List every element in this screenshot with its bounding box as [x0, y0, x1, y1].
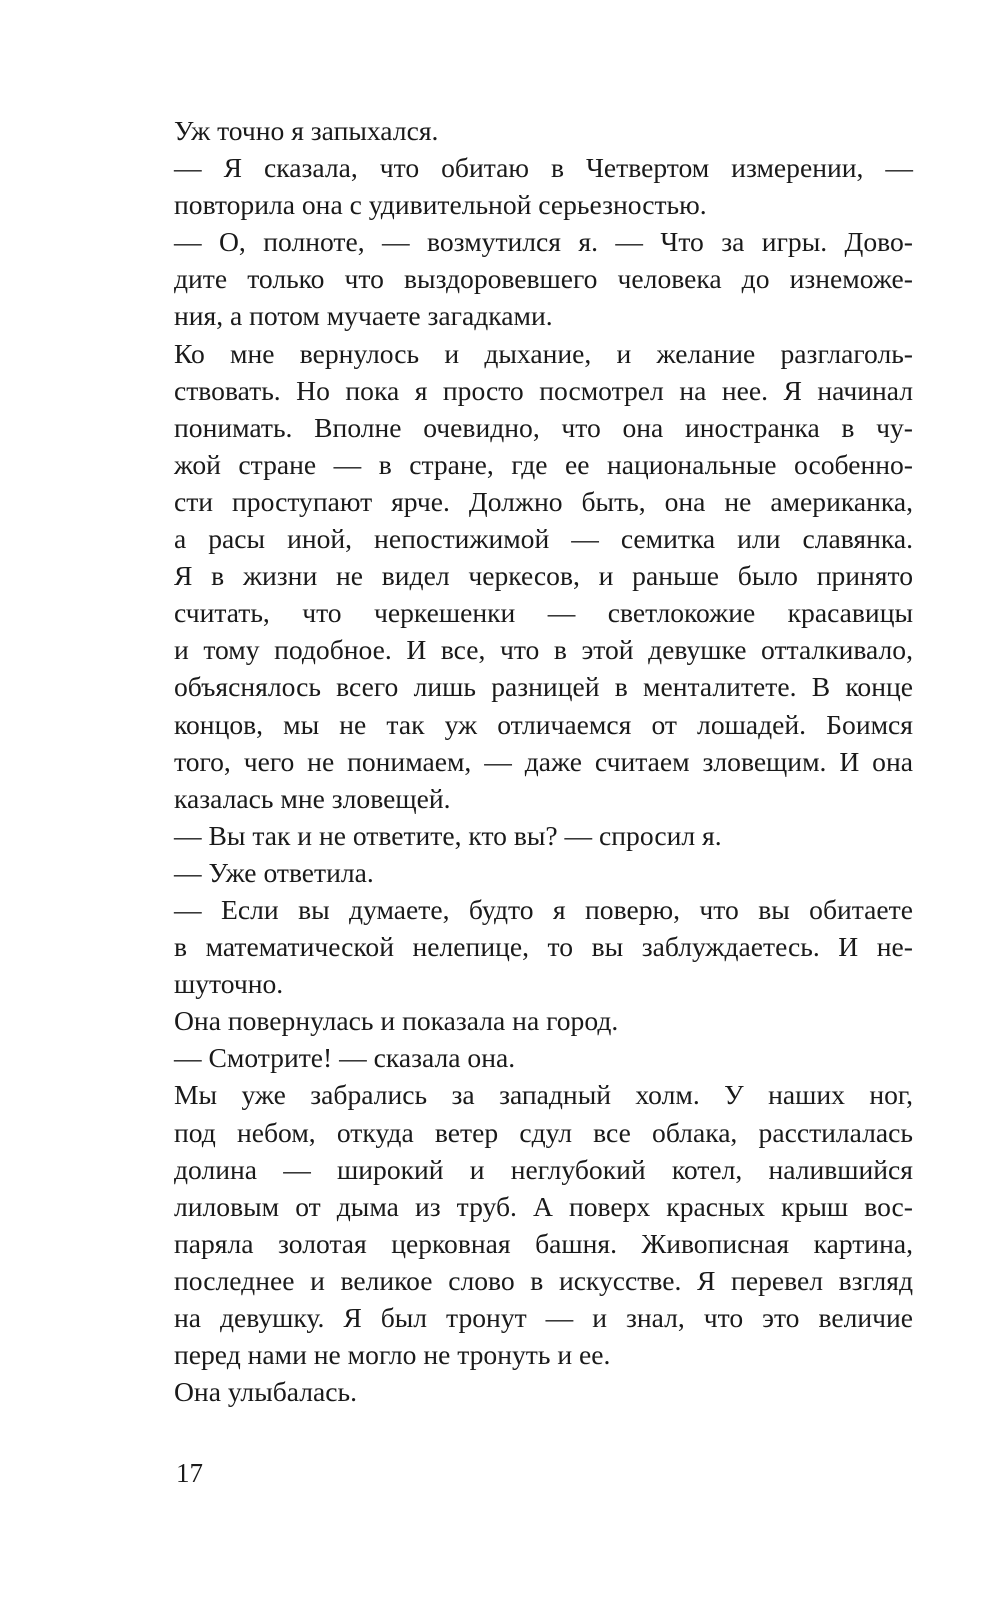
text-line: — Уже ответила. — [174, 856, 374, 888]
text-line: перед нами не могло не тронуть и ее. — [174, 1339, 611, 1371]
text-line: лиловым от дыма из труб. А поверх красных крыш вос- — [174, 1190, 913, 1222]
text-line: Я в жизни не видел черкесов, и раньше было принято — [174, 560, 913, 592]
paragraph — [117, 891, 913, 1002]
text-line: шуточно. — [174, 968, 284, 1000]
paragraph — [117, 1002, 913, 1039]
paragraph — [117, 817, 913, 854]
text-line: — Я сказала, что обитаю в Четвертом измерении, — — [174, 152, 913, 184]
text-line: а расы иной, непостижимой — семитка или славянка. — [174, 523, 913, 555]
text-line: Уж точно я запыхался. — [174, 115, 439, 146]
text-line: — Смотрите! — сказала она. — [174, 1042, 516, 1074]
page-text — [117, 112, 913, 1410]
text-line: последнее и великое слово в искусстве. Я перевел взгляд — [174, 1264, 913, 1296]
text-line: того, чего не понимаем, — даже считаем зловещим. И она — [174, 745, 913, 777]
text-line: Она улыбалась. — [174, 1376, 358, 1408]
paragraph — [117, 335, 913, 817]
paragraph — [117, 1039, 913, 1076]
text-line: понимать. Вполне очевидно, что она иностранка в чу- — [174, 411, 913, 443]
text-line: Ко мне вернулось и дыхание, и желание разглаголь- — [174, 337, 913, 369]
text-line: казалась мне зловещей. — [174, 782, 451, 814]
text-line: повторила она с удивительной серьезностью. — [174, 189, 707, 221]
paragraph — [117, 1373, 913, 1410]
text-line: на девушку. Я был тронут — и знал, что это величие — [174, 1302, 913, 1333]
text-line: Мы уже забрались за западный холм. У наших ног, — [174, 1079, 913, 1111]
text-line: концов, мы не так уж отличаемся от лошадей. Боимся — [174, 708, 913, 740]
text-line: объяснялось всего лишь разницей в менталитете. В конце — [174, 671, 913, 703]
text-line: сти проступают ярче. Должно быть, она не американка, — [174, 485, 913, 517]
paragraph — [117, 223, 913, 334]
text-line: — О, полноте, — возмутился я. — Что за игры. Дово- — [174, 226, 913, 258]
paragraph — [117, 854, 913, 891]
paragraph — [117, 149, 913, 223]
text-line: — Если вы думаете, будто я поверю, что вы обитаете — [174, 893, 913, 925]
text-line: под небом, откуда ветер сдул все облака, расстилалась — [174, 1116, 913, 1148]
text-line: и тому подобное. И все, что в этой девушке отталкивало, — [174, 634, 913, 666]
text-line: паряла золотая церковная башня. Живописная картина, — [174, 1227, 913, 1259]
text-line: жой стране — в стране, где ее национальные особенно- — [174, 448, 913, 480]
paragraph — [117, 112, 913, 149]
text-line: ния, а потом мучаете загадками. — [174, 300, 553, 332]
page-number: 17 — [176, 1458, 203, 1488]
text-line: долина — широкий и неглубокий котел, налившийся — [174, 1153, 913, 1185]
text-line: считать, что черкешенки — светлокожие красавицы — [174, 597, 913, 629]
paragraph — [117, 1076, 913, 1373]
text-line: ствовать. Но пока я просто посмотрел на нее. Я начинал — [174, 374, 913, 406]
text-line: — Вы так и не ответите, кто вы? — спросил я. — [174, 819, 722, 851]
text-line: в математической нелепице, то вы заблуждаетесь. И не- — [174, 931, 913, 963]
text-line: дите только что выздоровевшего человека до изнеможе- — [174, 263, 913, 295]
text-line: Она повернулась и показала на город. — [174, 1005, 619, 1037]
